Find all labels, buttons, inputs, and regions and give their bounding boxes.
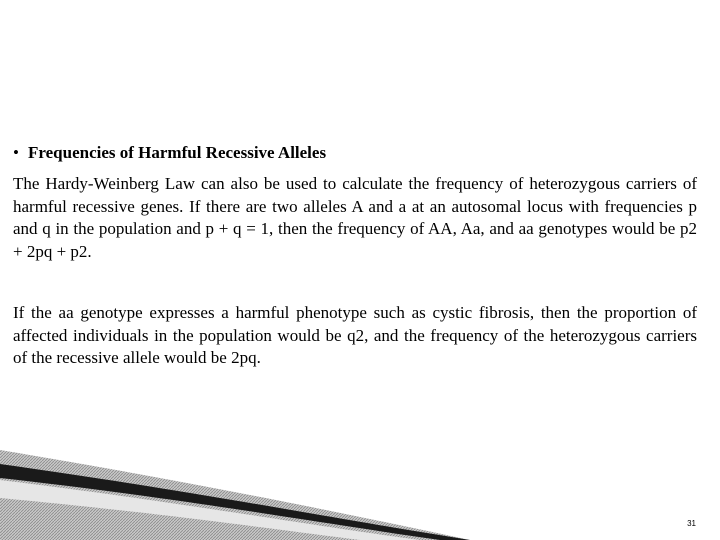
page-number: 31	[687, 519, 696, 528]
heading-text: Frequencies of Harmful Recessive Alleles	[28, 143, 327, 162]
paragraph-harmful-phenotype: If the aa genotype expresses a harmful phenotype such as cystic fibrosis, then the proportion of affected individuals in the population would be q2, and the frequency of the heterozygous carriers of the recessive allele would be 2pq.	[13, 303, 697, 367]
bullet-icon: •	[13, 143, 19, 162]
decorative-swoosh	[0, 440, 720, 540]
slide-heading	[13, 143, 703, 163]
paragraph-hardy-weinberg: The Hardy-Weinberg Law can also be used to calculate the frequency of heterozygous carriers of harmful recessive genes. If there are two alleles A and a at an autosomal locus with frequencies p and q in the population and p + q = 1, then the frequency of AA, Aa, and aa genotypes would be p2 + 2pq + p2.	[13, 174, 697, 261]
